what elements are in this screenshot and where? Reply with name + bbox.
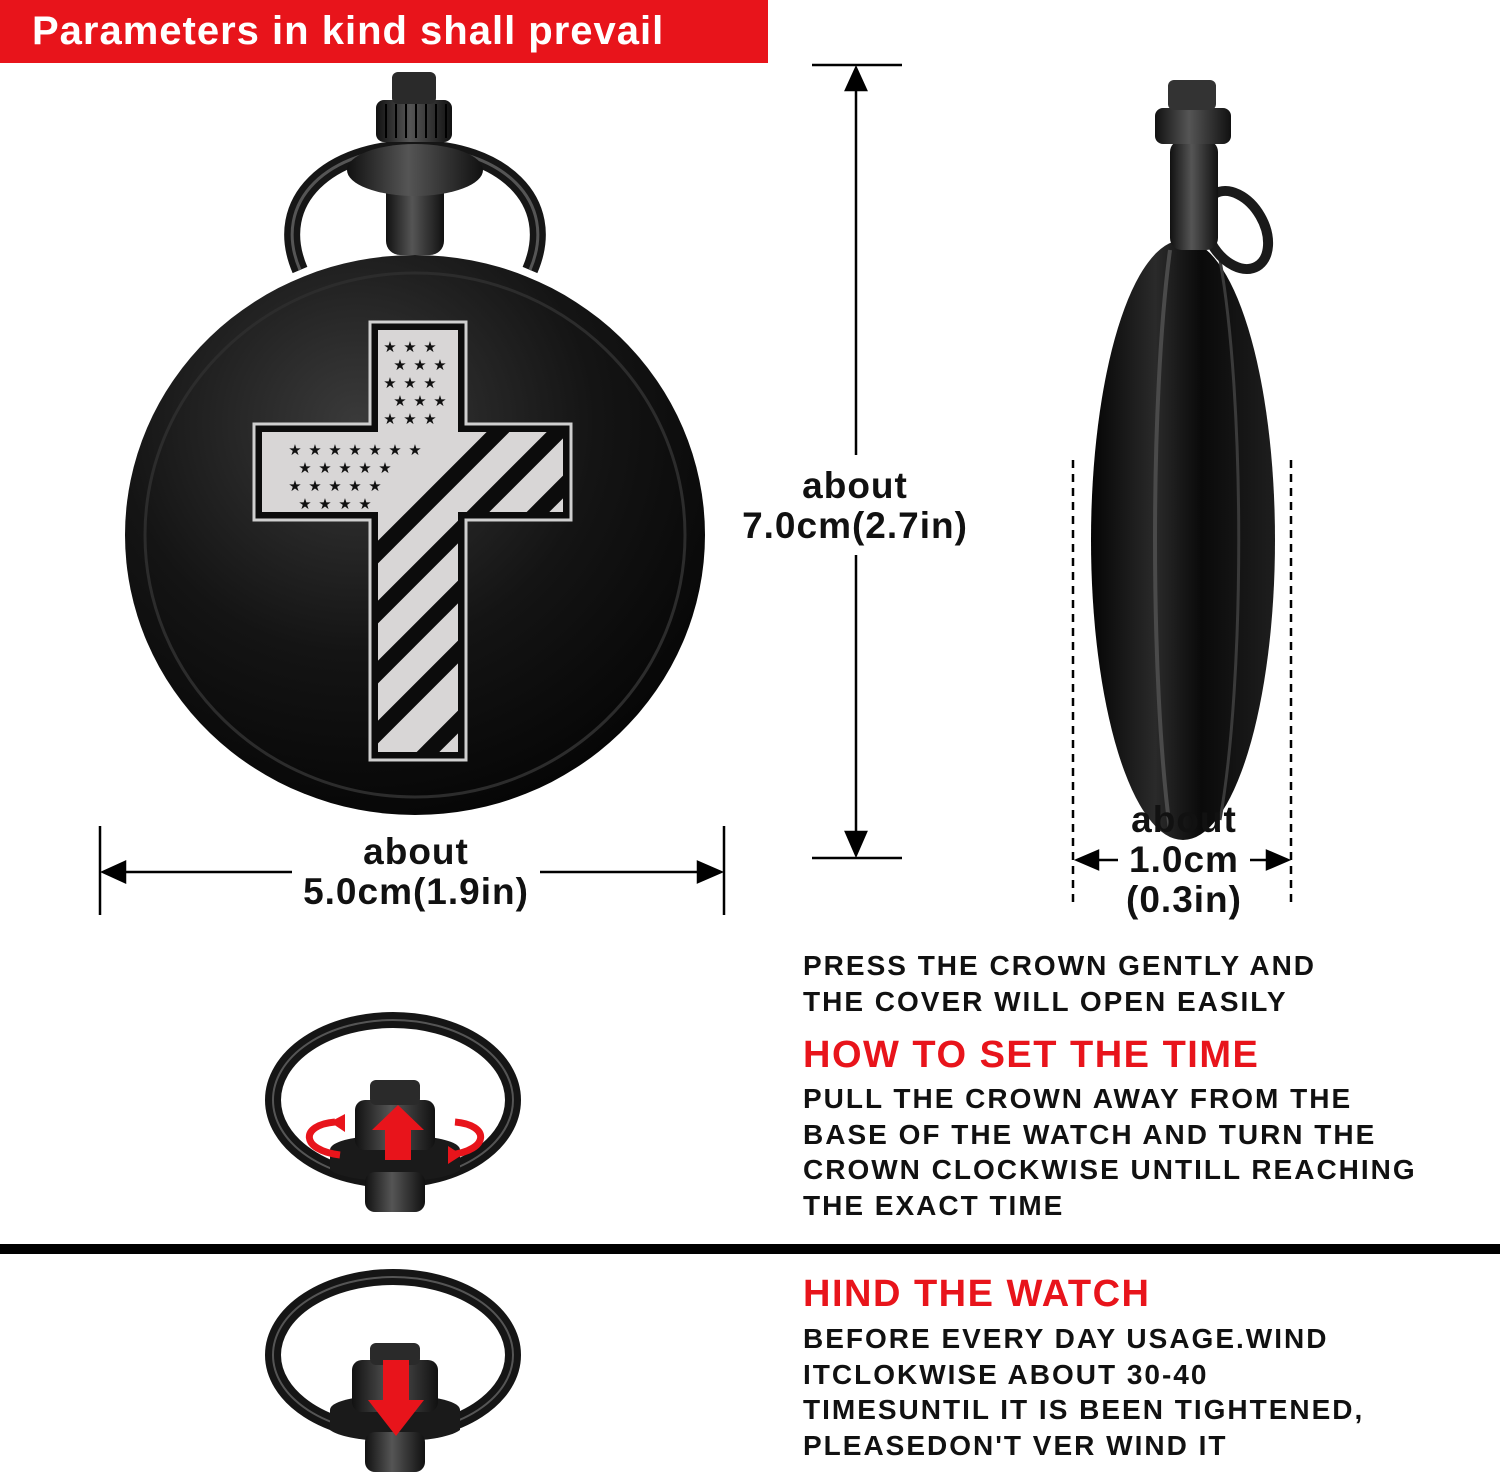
section-divider: [0, 1244, 1500, 1254]
svg-text:★: ★: [413, 392, 427, 410]
svg-text:★: ★: [288, 477, 302, 495]
svg-text:★: ★: [308, 477, 322, 495]
thickness-dimension-label: [1118, 800, 1250, 920]
instruction-line: ITCLOKWISE ABOUT 30-40: [803, 1358, 1209, 1390]
instruction-line: BEFORE EVERY DAY USAGE.WIND: [803, 1323, 1329, 1354]
svg-text:★: ★: [288, 441, 302, 459]
height-dimension-label: [732, 466, 978, 546]
svg-text:★: ★: [393, 356, 407, 374]
front-watch: [125, 72, 705, 820]
instruction-line: THE EXACT TIME: [803, 1189, 1065, 1221]
crown-knurl: [376, 100, 452, 142]
svg-text:★: ★: [423, 410, 437, 428]
set-time-instructions: [803, 1081, 1417, 1223]
svg-text:★: ★: [298, 459, 312, 477]
svg-text:★: ★: [383, 338, 397, 356]
height-value: 7.0cm(2.7in): [742, 505, 968, 546]
svg-text:★: ★: [413, 356, 427, 374]
svg-text:★: ★: [348, 477, 362, 495]
wind-instructions: [803, 1321, 1364, 1463]
svg-text:★: ★: [338, 459, 352, 477]
thickness-inches: (0.3in): [1126, 879, 1242, 920]
svg-text:★: ★: [423, 374, 437, 392]
svg-text:★: ★: [403, 374, 417, 392]
svg-text:★: ★: [403, 338, 417, 356]
svg-text:★: ★: [383, 410, 397, 428]
svg-text:★: ★: [403, 410, 417, 428]
instruction-line: THE COVER WILL OPEN EASILY: [803, 985, 1288, 1017]
parameters-banner: Parameters in kind shall prevail: [0, 0, 768, 63]
set-time-heading: HOW TO SET THE TIME: [803, 1034, 1260, 1076]
svg-text:★: ★: [358, 459, 372, 477]
crown-detail-set-time: [273, 1020, 513, 1212]
instruction-line: CROWN CLOCKWISE UNTILL REACHING: [803, 1154, 1417, 1185]
instruction-line: TIMESUNTIL IT IS BEEN TIGHTENED,: [803, 1394, 1365, 1425]
svg-text:★: ★: [368, 441, 382, 459]
svg-text:★: ★: [408, 441, 422, 459]
svg-text:★: ★: [433, 356, 447, 374]
instruction-line: PRESS THE CROWN GENTLY AND: [803, 950, 1317, 981]
crown-detail-wind: [273, 1277, 513, 1472]
height-dimension-lines: [812, 65, 902, 858]
svg-text:★: ★: [378, 459, 392, 477]
svg-text:★: ★: [328, 441, 342, 459]
instruction-line: PLEASEDON'T VER WIND IT: [803, 1429, 1228, 1461]
side-watch: [1091, 80, 1281, 840]
width-dimension-label: [292, 832, 540, 912]
thickness-value: 1.0cm: [1129, 839, 1239, 880]
svg-text:★: ★: [433, 392, 447, 410]
svg-text:★: ★: [358, 495, 372, 513]
open-cover-instructions: [803, 948, 1316, 1019]
svg-text:★: ★: [393, 392, 407, 410]
svg-text:★: ★: [318, 495, 332, 513]
svg-text:★: ★: [318, 459, 332, 477]
svg-text:★: ★: [328, 477, 342, 495]
instruction-line: PULL THE CROWN AWAY FROM THE: [803, 1083, 1353, 1114]
height-about: about: [802, 465, 908, 506]
instruction-line: BASE OF THE WATCH AND TURN THE: [803, 1118, 1377, 1150]
svg-text:★: ★: [383, 374, 397, 392]
svg-text:★: ★: [348, 441, 362, 459]
svg-text:★: ★: [308, 441, 322, 459]
svg-text:★: ★: [368, 477, 382, 495]
thickness-about: about: [1131, 799, 1237, 840]
wind-heading: HIND THE WATCH: [803, 1273, 1151, 1315]
width-about: about: [363, 831, 469, 872]
width-value: 5.0cm(1.9in): [303, 871, 529, 912]
svg-text:★: ★: [298, 495, 312, 513]
svg-text:★: ★: [388, 441, 402, 459]
svg-text:★: ★: [423, 338, 437, 356]
svg-text:★: ★: [338, 495, 352, 513]
